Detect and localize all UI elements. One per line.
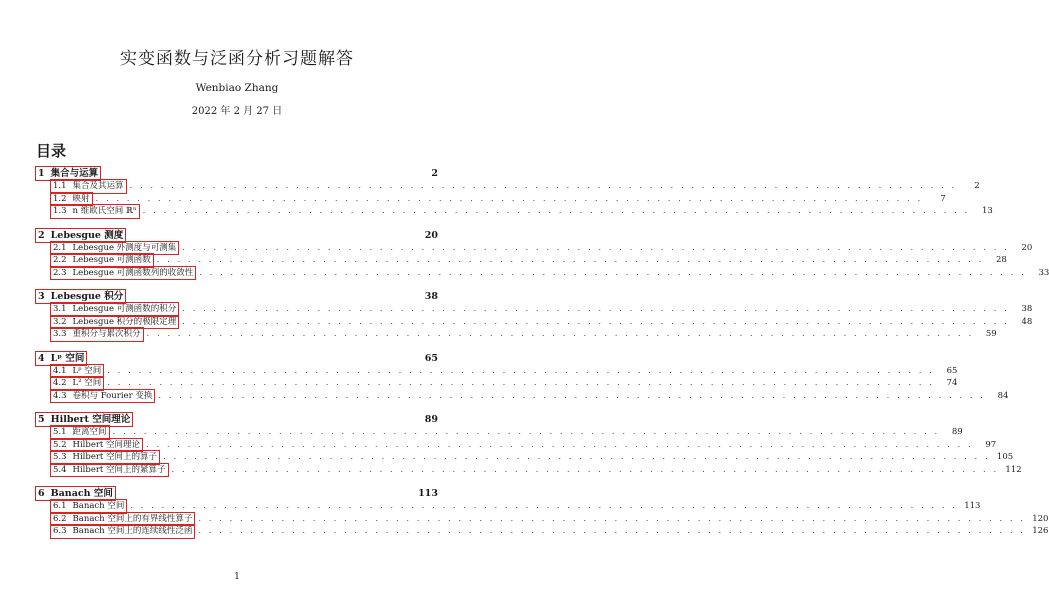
toc-leader-dots: . . . . . . . . . . . . . . . . . . . . . . . . . . . . . . . . . . . . . . . . . . . . . . . . . . . . . . . . . . . . . . . . . . . . . . . . . . . . . . . .: [156, 255, 984, 265]
toc-section-label: Lebesgue 测度: [50, 229, 124, 241]
toc-leader-dots: . . . . . . . . . . . . . . . . . . . . . . . . . . . . . . . . . . . . . . . . . . . . . . . . . . . . . . . . . . . . . . . . . . . . . . . . . . . . . . . .: [199, 267, 1027, 278]
toc-group: [36, 351, 1009, 402]
toc-subsection-link[interactable]: [50, 327, 144, 342]
toc-subsection-label: 重积分与累次积分: [72, 329, 141, 339]
toc-section-number: 4: [38, 352, 45, 364]
toc-leader-dots: . . . . . . . . . . . . . . . . . . . . . . . . . . . . . . . . . . . . . . . . . . . . . . . . . . . . . . . . . . . . . . . . . . . . . . . . . . . . . . . .: [182, 316, 1010, 327]
toc-leader-dots: . . . . . . . . . . . . . . . . . . . . . . . . . . . . . . . . . . . . . . . . . . . . . . . . . . . . . . . . . . . . . . . . . . . . . . . . . . . . . . . .: [182, 304, 1010, 314]
toc-subsection-number: 6.2: [53, 513, 67, 524]
toc-subsection-page: 89: [951, 427, 963, 437]
toc-subsection-label: n 维欧氏空间 ℝⁿ: [72, 206, 137, 216]
toc-subsection-label: 集合及其运算: [72, 181, 124, 191]
toc-section-label: Hilbert 空间理论: [50, 414, 131, 425]
toc-section: [36, 289, 438, 302]
toc-subsection: [36, 241, 1033, 254]
toc-subsection-label: L² 空间: [72, 378, 102, 388]
toc-leader-dots: . . . . . . . . . . . . . . . . . . . . . . . . . . . . . . . . . . . . . . . . . . . . . . . . . . . . . . . . . . . . . . . . . . . . . . . . . . . . . . . .: [146, 439, 974, 450]
toc-group: [36, 228, 1049, 279]
toc-subsection-page: 74: [946, 378, 958, 388]
toc-subsection: [36, 364, 958, 377]
toc-subsection-number: 2.2: [53, 255, 67, 265]
toc-group: [36, 166, 993, 217]
toc-leader-dots: . . . . . . . . . . . . . . . . . . . . . . . . . . . . . . . . . . . . . . . . . . . . . . . . . . . . . . . . . . . . . . . . . . . . . . . . . . . . . . . .: [129, 181, 957, 191]
toc-heading: 目录: [36, 142, 67, 160]
document-date: 2022 年 2 月 27 日: [191, 106, 283, 117]
toc-subsection: [36, 204, 993, 217]
toc-group: [36, 412, 1022, 475]
toc-subsection: [36, 389, 1009, 402]
toc-leader-dots: . . . . . . . . . . . . . . . . . . . . . . . . . . . . . . . . . . . . . . . . . . . . . . . . . . . . . . . . . . . . . . . . . . . . . . . . . . . . . . . .: [130, 501, 958, 511]
toc-leader-dots: . . . . . . . . . . . . . . . . . . . . . . . . . . . . . . . . . . . . . . . . . . . . . . . . . . . . . . . . . . . . . . . . . . . . . . . . . . . . . . . .: [163, 452, 991, 462]
toc-subsection-link[interactable]: [50, 266, 196, 281]
toc-leader-dots: . . . . . . . . . . . . . . . . . . . . . . . . . . . . . . . . . . . . . . . . . . . . . . . . . . . . . . . . . . . . . . . . . . . . . . . . . . . . . . . .: [171, 464, 999, 475]
toc-leader-dots: . . . . . . . . . . . . . . . . . . . . . . . . . . . . . . . . . . . . . . . . . . . . . . . . . . . . . . . . . . . . . . . . . . . . . . . . . . . . . . . .: [158, 390, 986, 401]
toc-subsection-page: 105: [996, 452, 1014, 462]
toc-subsection-label: Lebesgue 可测函数的积分: [72, 304, 177, 314]
toc-section: [36, 228, 438, 241]
toc-subsection: [36, 376, 958, 389]
toc-subsection-number: 2.3: [53, 267, 67, 278]
toc-subsection: [36, 438, 997, 451]
toc-subsection-page: 97: [985, 439, 997, 450]
toc-subsection-label: 卷积与 Fourier 变换: [72, 390, 153, 401]
toc-subsection: [36, 253, 1007, 266]
toc-section-page: 2: [431, 168, 438, 179]
toc-subsection-number: 3.2: [53, 316, 67, 327]
toc-subsection-page: 126: [1032, 526, 1049, 536]
toc-subsection-link[interactable]: [50, 463, 169, 478]
toc-subsection: [36, 450, 1014, 463]
toc-section-page: 113: [418, 488, 438, 499]
toc-subsection: [36, 266, 1049, 279]
toc-section: [36, 166, 438, 179]
toc-leader-dots: . . . . . . . . . . . . . . . . . . . . . . . . . . . . . . . . . . . . . . . . . . . . . . . . . . . . . . . . . . . . . . . . . . . . . . . . . . . . . . . .: [182, 242, 1010, 253]
toc-subsection-number: 3.1: [53, 304, 67, 314]
toc-subsection: [36, 315, 1033, 328]
toc-subsection-link[interactable]: [50, 204, 140, 219]
toc-subsection-number: 1.3: [53, 206, 67, 216]
toc-subsection-page: 7: [940, 193, 946, 204]
toc-subsection-page: 84: [997, 390, 1009, 401]
toc-subsection: [36, 463, 1022, 476]
toc-subsection-page: 20: [1021, 242, 1033, 253]
toc-subsection-number: 5.3: [53, 452, 67, 462]
toc-leader-dots: . . . . . . . . . . . . . . . . . . . . . . . . . . . . . . . . . . . . . . . . . . . . . . . . . . . . . . . . . . . . . . . . . . . . . . . . . . . . . . . .: [107, 378, 935, 388]
toc-leader-dots: . . . . . . . . . . . . . . . . . . . . . . . . . . . . . . . . . . . . . . . . . . . . . . . . . . . . . . . . . . . . . . . . . . . . . . . . . . . . . . . .: [142, 206, 970, 216]
toc-leader-dots: . . . . . . . . . . . . . . . . . . . . . . . . . . . . . . . . . . . . . . . . . . . . . . . . . . . . . . . . . . . . . . . . . . . . . . . . . . . . . . . .: [198, 526, 1026, 536]
toc-section: [36, 486, 438, 499]
document-author: Wenbiao Zhang: [195, 82, 279, 94]
toc-subsection-label: Banach 空间上的有界线性算子: [72, 513, 193, 524]
toc-section-page: 89: [424, 414, 438, 425]
toc-section-page: 65: [424, 352, 438, 364]
page-number: 1: [234, 572, 240, 582]
toc-subsection: [36, 512, 1049, 525]
toc-section-label: Banach 空间: [50, 488, 113, 499]
toc-subsection-number: 4.1: [53, 365, 67, 376]
toc-subsection-number: 4.3: [53, 390, 67, 401]
toc-section-number: 5: [38, 414, 45, 425]
toc-subsection-page: 33: [1038, 267, 1049, 278]
toc-subsection-label: 映射: [72, 193, 90, 204]
toc-subsection-page: 38: [1021, 304, 1033, 314]
toc-subsection-label: Hilbert 空间上的紧算子: [72, 464, 166, 475]
toc-leader-dots: . . . . . . . . . . . . . . . . . . . . . . . . . . . . . . . . . . . . . . . . . . . . . . . . . . . . . . . . . . . . . . . . . . . . . . . . . . . . . . . .: [198, 513, 1026, 524]
toc-leader-dots: . . . . . . . . . . . . . . . . . . . . . . . . . . . . . . . . . . . . . . . . . . . . . . . . . . . . . . . . . . . . . . . . . . . . . . . . . . . . . . . .: [112, 427, 940, 437]
toc-subsection: [36, 302, 1033, 315]
toc-subsection-page: 113: [964, 501, 981, 511]
table-of-contents: [36, 166, 1049, 548]
toc-subsection-label: Hilbert 空间上的算子: [72, 452, 158, 462]
toc-group: [36, 486, 1049, 537]
toc-subsection: [36, 327, 997, 340]
toc-subsection-label: Lebesgue 可测函数列的收敛性: [72, 267, 194, 278]
toc-subsection-label: Lᵖ 空间: [72, 365, 102, 376]
toc-subsection-number: 3.3: [53, 329, 67, 339]
toc-subsection-label: Lebesgue 可测函数: [72, 255, 151, 265]
toc-subsection: [36, 425, 963, 438]
toc-subsection-number: 1.2: [53, 193, 67, 204]
toc-leader-dots: . . . . . . . . . . . . . . . . . . . . . . . . . . . . . . . . . . . . . . . . . . . . . . . . . . . . . . . . . . . . . . . . . . . . . . . . . . . . . . . .: [146, 329, 974, 339]
toc-subsection: [36, 179, 980, 192]
toc-subsection-link[interactable]: [50, 524, 195, 539]
toc-subsection-number: 5.2: [53, 439, 67, 450]
toc-section-number: 6: [38, 488, 45, 499]
toc-subsection-page: 28: [995, 255, 1007, 265]
toc-subsection: [36, 192, 946, 205]
toc-leader-dots: . . . . . . . . . . . . . . . . . . . . . . . . . . . . . . . . . . . . . . . . . . . . . . . . . . . . . . . . . . . . . . . . . . . . . . . . . . . . . . . .: [95, 193, 923, 204]
toc-subsection-page: 59: [985, 329, 997, 339]
toc-subsection-label: Hilbert 空间理论: [72, 439, 141, 450]
toc-subsection-link[interactable]: [50, 389, 155, 404]
toc-subsection-page: 65: [946, 365, 958, 376]
toc-subsection-number: 5.1: [53, 427, 67, 437]
toc-subsection-page: 112: [1005, 464, 1022, 475]
toc-section: [36, 412, 438, 425]
toc-subsection-number: 2.1: [53, 242, 67, 253]
toc-subsection: [36, 499, 981, 512]
toc-section-label: 集合与运算: [50, 168, 99, 179]
toc-subsection-page: 48: [1021, 316, 1033, 327]
toc-subsection-number: 6.1: [53, 501, 67, 511]
toc-subsection-number: 6.3: [53, 526, 67, 536]
toc-section-label: Lebesgue 积分: [50, 291, 124, 302]
toc-subsection-number: 5.4: [53, 464, 67, 475]
toc-section-page: 20: [424, 229, 438, 241]
document-title: 实变函数与泛函分析习题解答: [120, 49, 354, 69]
toc-subsection: [36, 524, 1049, 537]
toc-section-number: 1: [38, 168, 45, 179]
toc-section-label: Lᵖ 空间: [50, 352, 85, 364]
toc-subsection-number: 1.1: [53, 181, 67, 191]
toc-section: [36, 351, 438, 364]
toc-section-page: 38: [424, 291, 438, 302]
toc-subsection-page: 2: [974, 181, 980, 191]
toc-subsection-page: 120: [1032, 513, 1049, 524]
toc-subsection-label: Banach 空间上的连续线性泛函: [72, 526, 193, 536]
toc-section-number: 3: [38, 291, 45, 302]
toc-subsection-label: Banach 空间: [72, 501, 125, 511]
toc-leader-dots: . . . . . . . . . . . . . . . . . . . . . . . . . . . . . . . . . . . . . . . . . . . . . . . . . . . . . . . . . . . . . . . . . . . . . . . . . . . . . . . .: [107, 365, 935, 376]
toc-subsection-label: 距离空间: [72, 427, 107, 437]
toc-section-number: 2: [38, 229, 45, 241]
toc-subsection-number: 4.2: [53, 378, 67, 388]
toc-group: [36, 289, 1033, 340]
toc-subsection-label: Lebesgue 积分的极限定理: [72, 316, 177, 327]
toc-subsection-label: Lebesgue 外测度与可测集: [72, 242, 177, 253]
toc-subsection-page: 13: [981, 206, 993, 216]
